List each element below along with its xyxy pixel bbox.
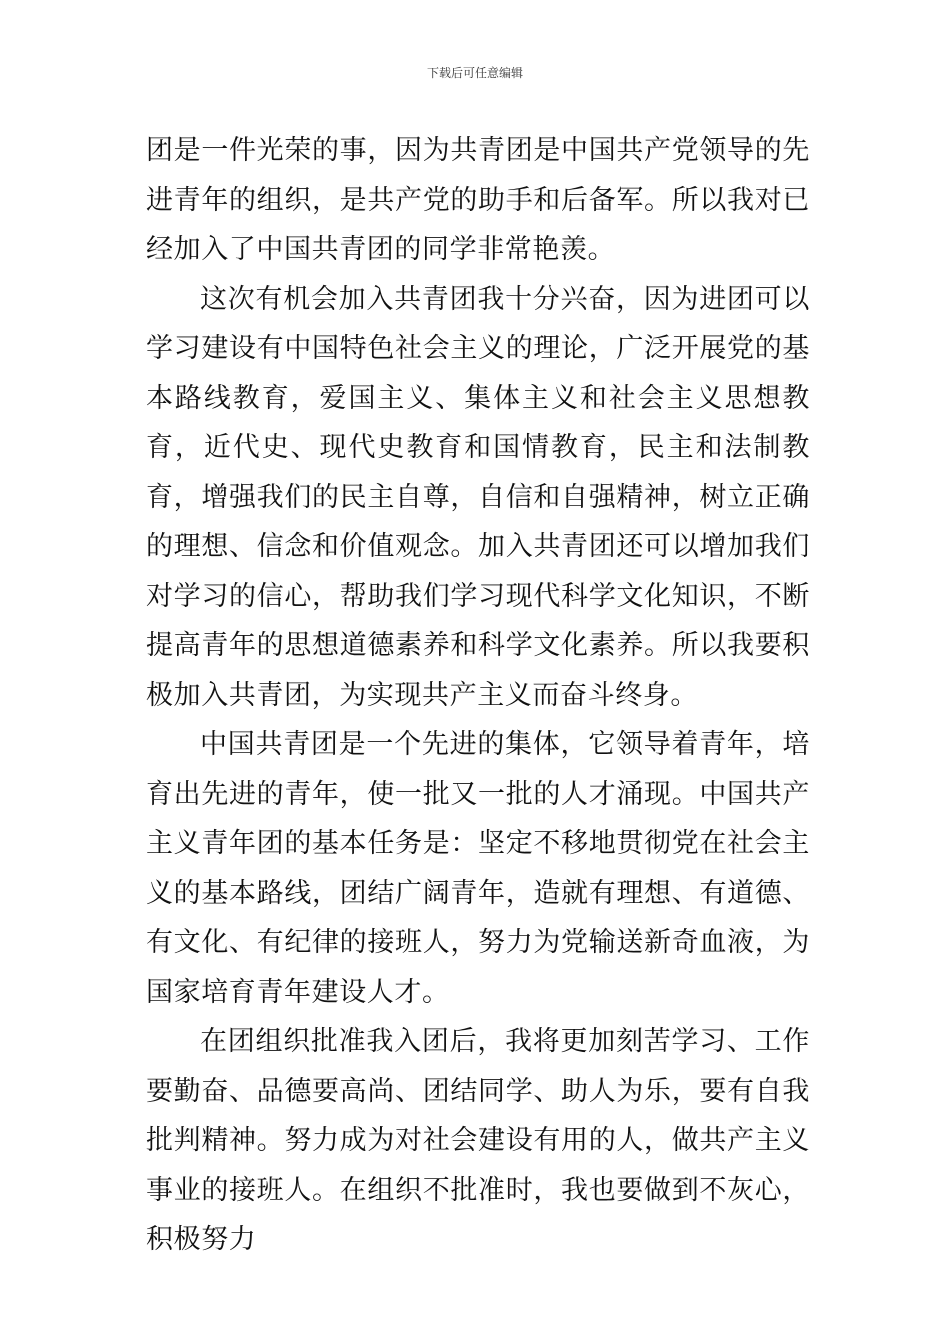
page-header: 下载后可任意编辑 [426, 66, 523, 80]
paragraph-continuation: 团是一件光荣的事，因为共青团是中国共产党领导的先进青年的组织，是共产党的助手和后备军。所以我对已经加入了中国共青团的同学非常艳羡。 [146, 135, 810, 265]
paragraph-3: 中国共青团是一个先进的集体，它领导着青年，培育出先进的青年，使一批又一批的人才涌现。中国共产主义青年团的基本任务是：坚定不移地贯彻党在社会主义的基本路线，团结广阔青年，造就有理想、有道德、有文化、有纪律的接班人，努力为党输送新奇血液，为国家培育青年建设人才。 [146, 729, 810, 1008]
paragraph-4: 在团组织批准我入团后，我将更加刻苦学习、工作要勤奋、品德要高尚、团结同学、助人为乐，要有自我批判精神。努力成为对社会建设有用的人，做共产主义事业的接班人。在组织不批准时，我也要做到不灰心，积极努力 [146, 1026, 810, 1255]
document-body [146, 126, 810, 1265]
paragraph-2: 这次有机会加入共青团我十分兴奋，因为进团可以学习建设有中国特色社会主义的理论，广泛开展党的基本路线教育，爱国主义、集体主义和社会主义思想教育，近代史、现代史教育和国情教育，民主和法制教育，增强我们的民主自尊，自信和自强精神，树立正确的理想、信念和价值观念。加入共青团还可以增加我们对学习的信心，帮助我们学习现代科学文化知识，不断提高青年的思想道德素养和科学文化素养。所以我要积极加入共青团，为实现共产主义而奋斗终身。 [146, 283, 810, 711]
